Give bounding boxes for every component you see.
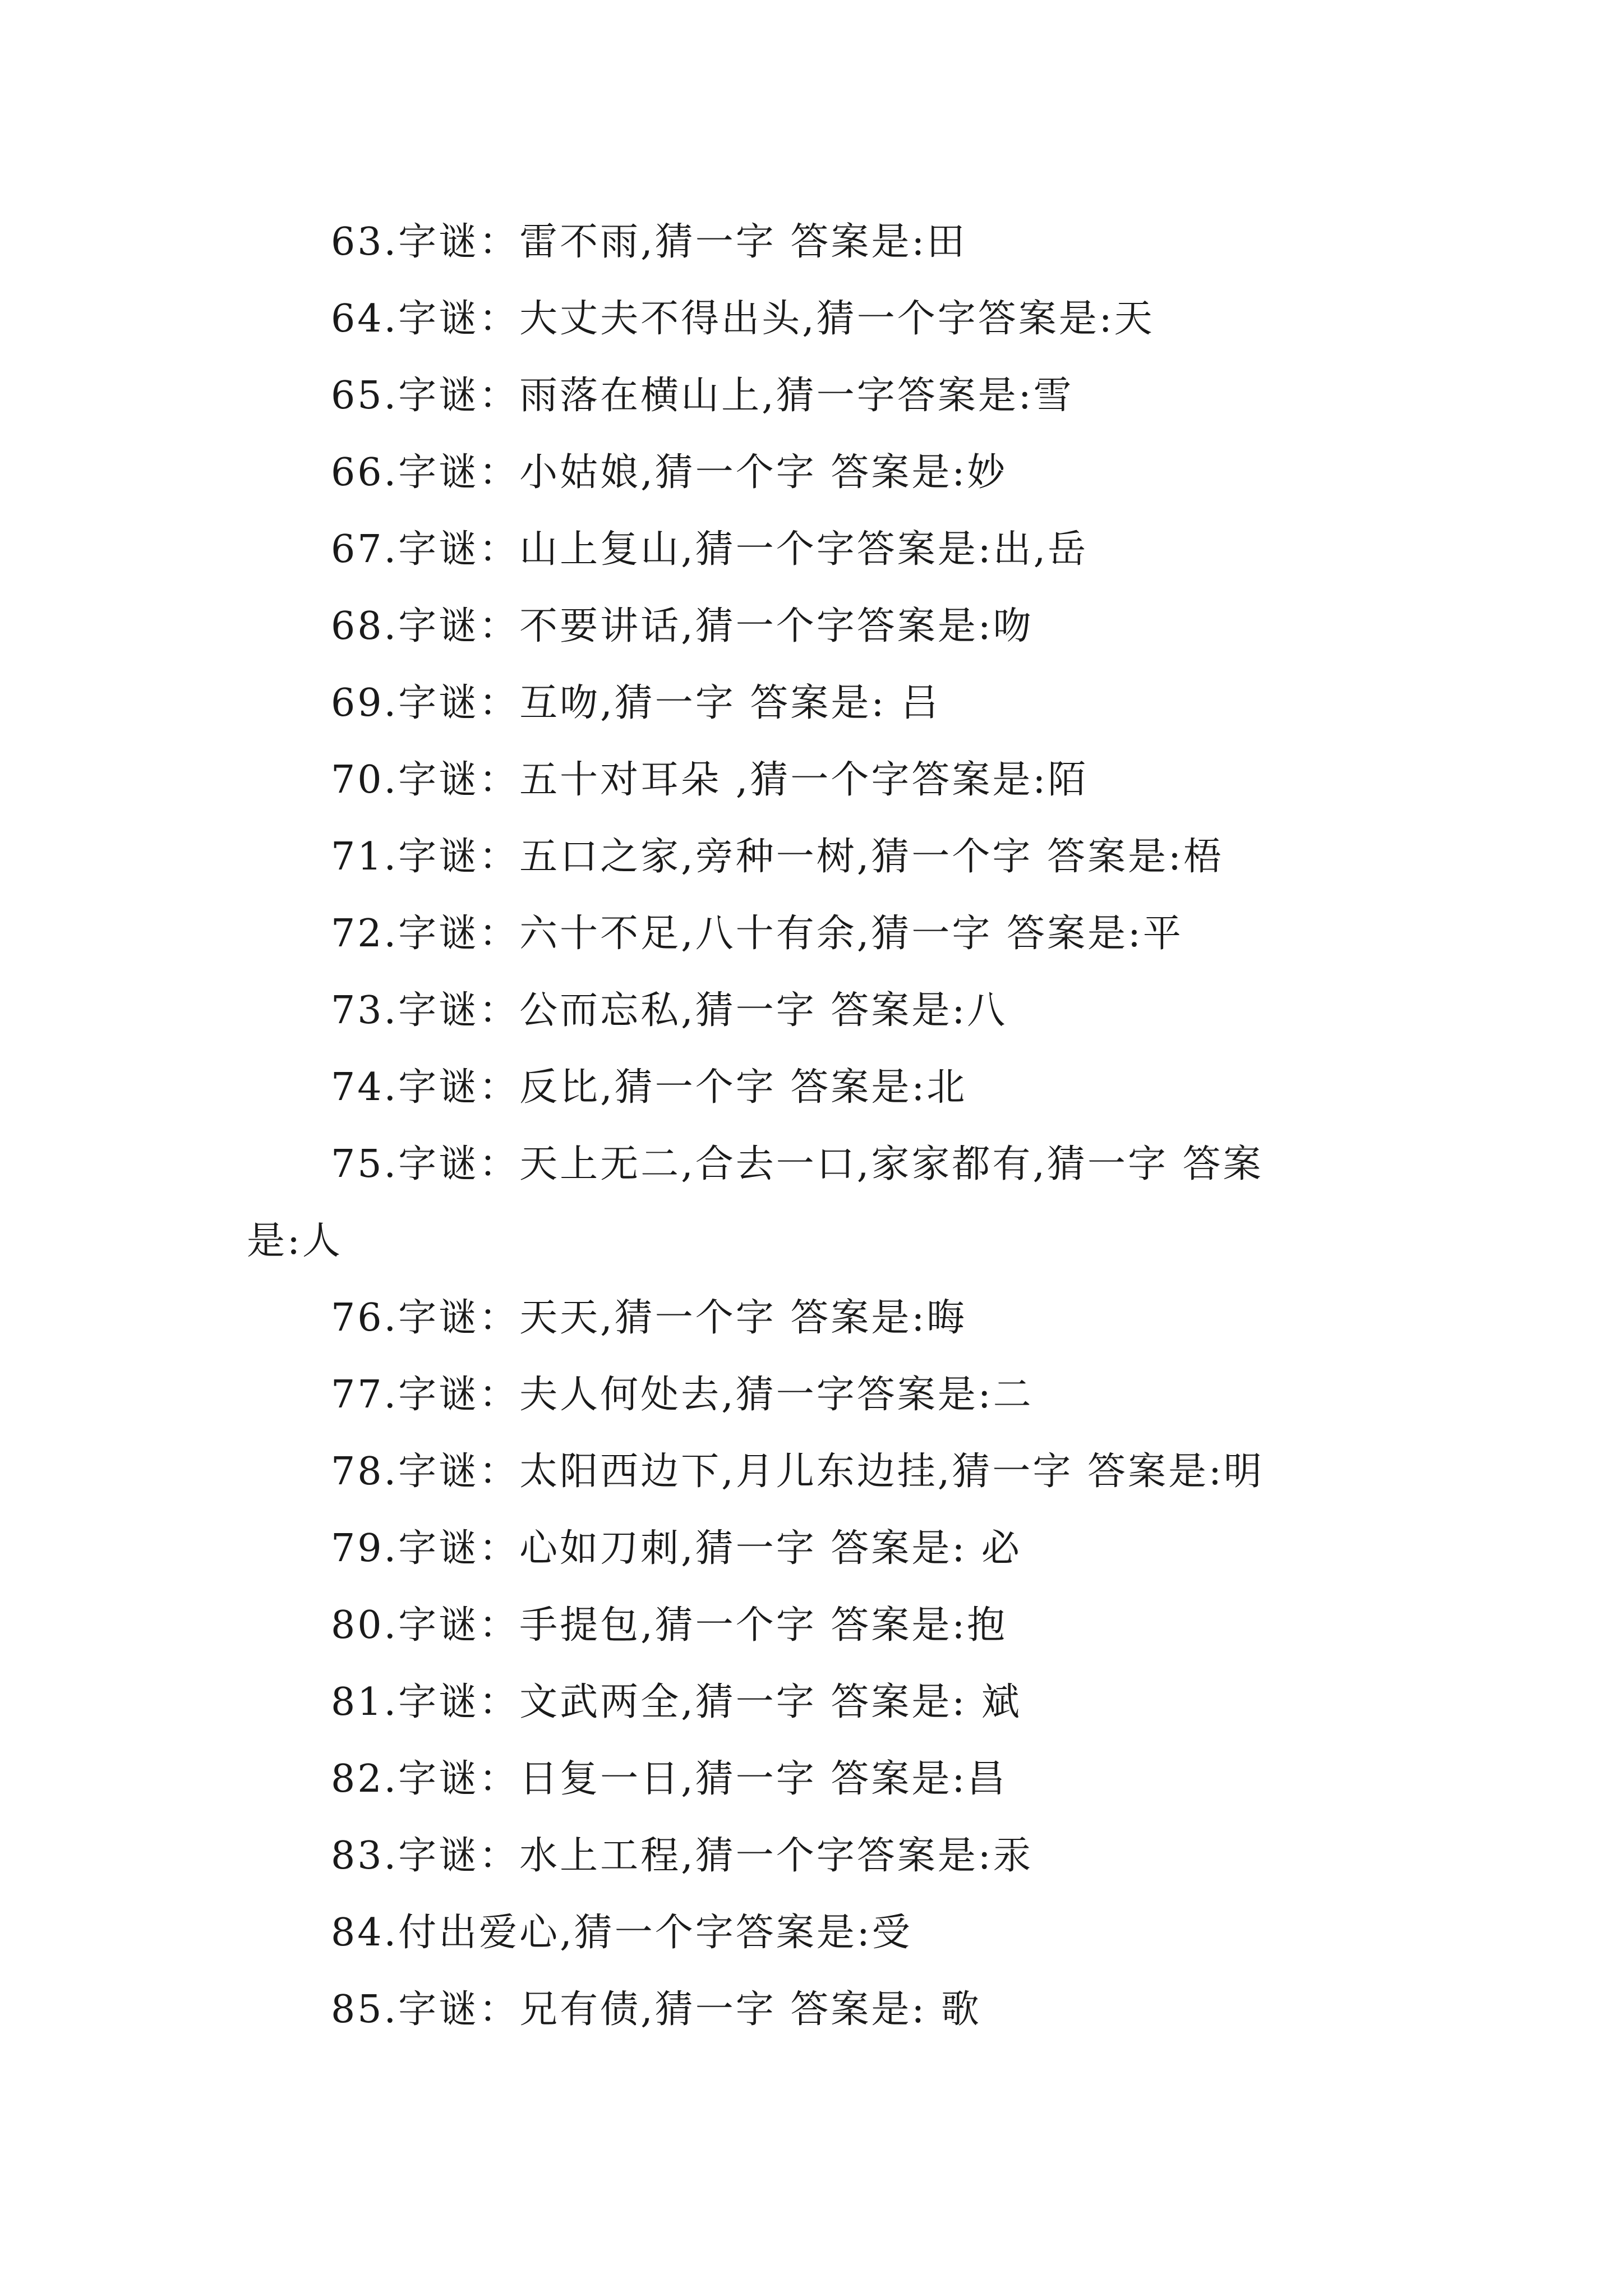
riddle-line: 70.字谜：五十对耳朵 ,猜一个字答案是:陌	[331, 758, 1089, 802]
riddle-line: 82.字谜：日复一日,猜一字 答案是:昌	[331, 1757, 1008, 1801]
riddle-line: 64.字谜：大丈夫不得出头,猜一个字答案是:天	[331, 297, 1155, 341]
riddle-line: 84.付出爱心,猜一个字答案是:受	[331, 1911, 912, 1955]
riddle-line: 63.字谜：雷不雨,猜一字 答案是:田	[331, 220, 967, 264]
riddle-line: 76.字谜：天天,猜一个字 答案是:晦	[331, 1296, 967, 1340]
riddle-line: 81.字谜：文武两全,猜一字 答案是: 斌	[331, 1680, 1022, 1724]
riddle-line: 69.字谜：互吻,猜一字 答案是: 吕	[331, 681, 941, 725]
riddle-line: 71.字谜：五口之家,旁种一树,猜一个字 答案是:梧	[331, 835, 1224, 879]
riddle-line: 72.字谜：六十不足,八十有余,猜一字 答案是:平	[331, 912, 1183, 956]
riddle-line: 83.字谜：水上工程,猜一个字答案是:汞	[331, 1834, 1034, 1878]
riddle-line: 75.字谜：天上无二,合去一口,家家都有,猜一字 答案	[331, 1142, 1264, 1186]
riddle-line: 85.字谜：兄有债,猜一字 答案是: 歌	[331, 1987, 981, 2032]
riddle-line-continued: 是:人	[247, 1219, 343, 1263]
riddle-line: 68.字谜：不要讲话,猜一个字答案是:吻	[331, 604, 1034, 648]
riddle-line: 77.字谜：夫人何处去,猜一字答案是:二	[331, 1373, 1034, 1417]
riddle-line: 74.字谜：反比,猜一个字 答案是:北	[331, 1065, 967, 1110]
riddle-line: 65.字谜：雨落在横山上,猜一字答案是:雪	[331, 374, 1074, 418]
riddle-line: 66.字谜：小姑娘,猜一个字 答案是:妙	[331, 450, 1008, 495]
riddle-line: 67.字谜：山上复山,猜一个字答案是:出,岳	[331, 527, 1089, 572]
riddle-line: 78.字谜：太阳西边下,月儿东边挂,猜一字 答案是:明	[331, 1450, 1264, 1494]
riddle-line: 80.字谜：手提包,猜一个字 答案是:抱	[331, 1603, 1008, 1648]
riddle-line: 79.字谜：心如刀刺,猜一字 答案是: 必	[331, 1526, 1022, 1571]
riddle-line: 73.字谜：公而忘私,猜一字 答案是:八	[331, 988, 1008, 1033]
